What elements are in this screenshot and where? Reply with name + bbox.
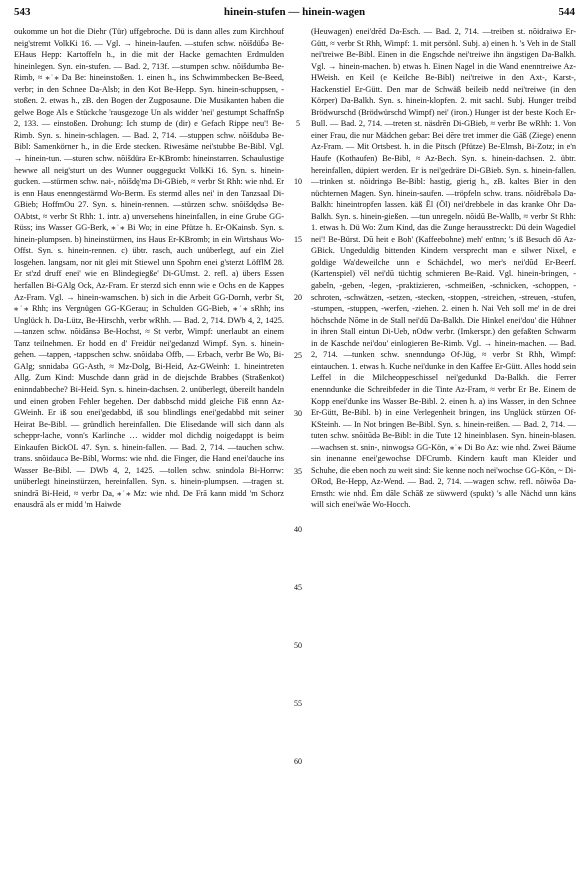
page-number-left: 543 (14, 6, 31, 18)
line-number-15: 15 (294, 235, 302, 244)
line-number-5: 5 (296, 119, 300, 128)
line-number-25: 25 (294, 351, 302, 360)
page-number-right: 544 (558, 6, 575, 18)
line-number-40: 40 (294, 525, 302, 534)
line-number-60: 60 (294, 757, 302, 766)
line-number-20: 20 (294, 293, 302, 302)
right-column (311, 26, 576, 871)
page-header (14, 6, 575, 22)
left-column (14, 26, 284, 871)
line-number-35: 35 (294, 467, 302, 476)
line-number-55: 55 (294, 699, 302, 708)
right-column-text: (Heuwagen) enei'drēd Da-Esch. — Bad. 2, 714. —treiben st. nõidraiwə Er-Gütt, ≈ verbr St Rhh, Wimpf: 1. mit persönl. Subj. a) einen h. 's Veh in de Stall nei'treiwe Be-Bibl. Einen in die Engschde nei'treiwe ihn ängstigen Da-Balkh. Vgl. → hinein-machen. b) etwas h. Einen Nagel in die Wand enenntreiwe Az-HWeish. en Keil (e Keilche Be-Bibl) nei'treiwe in den Axt-, Karst-, Hackenstiel Er-Gütt. Den mar de Schwäß beileib nedd nei'treiwe (in den Körper) Da-Balkh. Syn. s. hinein-klopfen. 2. mit sachl. Subj. Hunger treibd Brödwurschd (Brödwürschd Wimpf) nei' (iron.) Hunger ist der beste Koch Er-Bull. — Bad. 2, 714. —treten st. näsdrēn Di-GBieb, ≈ verbr Be wRhh: 1. Von einer Frau, die nur Mädchen gebar: Bei dēre tret immer die Gāß (Ziege) enenn Az-Fram. — Mit Ortsbest. h. in die Pitsch (Pfütze) Be-Elmsh, Bi-Zotz; in e'n Haufe (Kothaufen) Be-Bibl, ≈ Az-Bech. Syn. s. hinein-dachsen. 2. übtr. hereinfallen, düpiert werden. Er is nei'gedräre Di-GBieb. Syn. s. hinein-fallen. —trinken st. nõidringə Be-Bibl: hastig, gierig h., zB. kaltes Bier in den nüchternen Magen. Syn. hinein-saufen. —tröpfeln schw. trans. nõidrēbələ Da-Balkh: hineintropfen lassen. käß Ēl (Öl) nei'drebbele in das kranke Ohr Da-Balkh. Syn. s. hinein-gießen. —tun unregeln. nõidū Be-Wallb, ≈ verbr St Rhh: 1. etwas h. Dü Wo: Zum Kind, das die Zunge herausstreckt: Dü dein Wagediel nei'! Be-Bürst. Dū heit e Boh' (Kaffeebohne) meh' enīnn; 's iß Besuch dō Az-GBick. Ungeduldig bittenden Kindern versprecht man e silwer Nixel, e goldige Wa'deweilche unn e Schächdel, wo mer's nei'dūd Er-Beerf. (Kartenspiel) vēl nei'dū tüchtig schmieren Be-Raid. Vgl. hinein-bringen, -gabeln, -geben, -legen, -praktizieren, -schmeißen, -schnicken, -schoppen, -schroten, -schwätzen, -setzen, -stecken, -stoppen, -streichen, -streuen, -stufen, -stumpen, -stuppen, -werfen, -ziehen. 2. einen h. Nai Veh soll me' in de drei höchschde Nōme in de Stall nei'dū Da-Balkh. Die Hinkel enei'dou' die Hühner in ihren Stall eintun Di-Ueb, nOdw verbr. (Imkerspr.) den gefaßten Schwarm in de Kaschde nei'dou' einlogieren Be-Rimb. Vgl. → hinein-machen. — Bad. 2, 714. —tunken schw. snenndungə Of-Jüg, ≈ verbr St Rhh, Wimpf: eintauchen. 1. etwas h. Kuche nei'dunke in den Kaffee Er-Gütt. Alles hodd sein Leffel in die Milcheoppeschissel nei'gedunkd Da-Balkh. die Ferrer enenndunke die Schreibfeder in die Tinte Az-Fram, ≈ verbr Er Be. Einem de Kopp enei'dunke ins Wasser Be-Bibl. 2. einen h. a) ins Wasser, in den Schnee Er-Gütt, Be-Bibl. b) in eine Verlegenheit bringen, ins Unglück stürzen Of-KSteinh. — In Not bringen Be-Bibl. Syn. s. hinein-reißen. — Bad. 2, 714. —tuten schw. snõitūdə Be-Bibl: in die Tute 12 hineinblasen. Syn. hinein-blasen. —wachsen st. snin-, ninwogsə GG-Kön, ⁎˙⁎ Di Bo Az: wie nhd. Zwei Bäume sin inenanne enei'gewochse DFCrumb. Kindern kauft man Kleider und Schuhe, die eben noch zu weit sind: Sie kenne noch nei'wochse GG-Kön, ~ Di-ORod, Be-Hepp, Az-Wend. — Bad. 2, 714. —wagen schw. refl. nõiwōə Da-Ernsth: wie nhd. Ēm dāle Schāß ze süwwerd (spukt) 's alle Nächd unn käns will sich enei'wāe Wo-Hocch. (311, 27, 576, 510)
left-column-text: oukomme un hot die Diehr (Tür) uffgebroche. Dü is dann alles zum Kirchhouf neig'stremt VolkKi 16. — Vgl. → hinein-laufen. —stufen schw. nõišdüb̈ə Be-EHaus Hepp: Kartoffeln h., in die mit der Hacke gemachten Erdmulden hineinlegen. Syn. ein-stufen. — Bad. 2, 713f. —stumpen schw. nõišdumbə Be-Rimb, ≈ ⁎˙⁎ Da Be: hineinstoßen. 1. einen h., ins Schwimmbecken Be-Beed, verbr; in den Schnee Da-Alsb; in den Kot Be-Hepp. Syn. hinein-schuppsen, -stoßen. 2. etwas h., zB. den Bogen der Zugposaune. Die Musikanten haben die gelwe Boge Als e Stückche 'rausgezoge Un als widder 'nei' gestumpt SchaffnSp 2, 133. — einstoßen. Drohung: Ich stump de (dir) e Gefach Rippe neu'! Be-Rimb. Syn. s. hinein-schlagen. — Bad. 2, 714. —stuppen schw. nõišdubə Be-Bibl: Samenkörner h., in die Erde stecken. Riwesäme nei'stubbe Be-Bibl. Vgl. → hinein-tun. —sturen schw. nõišdürə Er-KBromb: hineinstarren. Schaulustige hewwe all neig'sturt un des Wunner ouggeguckt VolkKi 16. Syn. s. hinein-gucken. —stürmen schw. nəi-, nõišdę'mə Di-GBieb, ≈ verbr St Rhh: wie nhd. Er is enn Haus enenngestärmd Wo-Berm. Es stermd alles nei' in den Tanzsaal Di-GBieb; HoffmOu 27. Syn. s. hinein-rennen. —stürzen schw. snõišdędsə Be-OAbtst, ≈ verbr St Rhh: 1. intr. a) unversehens hineinfallen, in eine Grube GG-Rüss; ins Wasser GG-Berk, ⁎˙⁎ Bi Wo; in eine Pfütze h. Er-OKainsb. Syn. s. hinein-plumpsen. b) hineinstürmen, ins Haus Er-KBromb; in ein Wirtshaus Wo-Offst. Syn. s. hinein-rennen. c) übtr. rasch, auch unüberlegt, auf ein Ziel losgehen. langsam, nor nit glei mit Stiewel unn Spohrn enei g'sterzt LöfflM 28. Er st'zd druff enei' wie en Blindegiegße' Di-GUmst. 2. refl. a) übers Essen herfallen Bi-GAlg Ock, Az-Fram. Er sterzd sich ennn wie e Ochs en de Kappes Az-Fram. Vgl. → hinein-wamschen. b) sich in die Arbeit GG-Dornh, verbr St, ⁎˙⁎ Rhh; ins Vergnügen GG-KGerau; in Schulden GG-Bieb, ⁎˙⁎ sRhh; ins Unglück h. Da-Lütz, Be-Hirschh, verbr wRhh. — Bad. 2, 714. DWb 4, 2, 1425. —tanzen schw. nõidãnsə Be-Hochst, ≈ St verbr, Wimpf: unerlaubt an einem Tanz teilnehmen. Er hodd en d' Freidür nei'gedanzd Wimpf. Syn. s. hinein-gehen. —tappen, -tappschen schw. snõidabə Offb, — Erbach, verbr Be Wo, Bi-GAlg; snnidabə GG-Asth, ≈ Mz-Dolg, Bi-Heid, Az-GWeinh: 1. hineintreten Allg. Zum Kind: Muschde dann gräd in de diejschde Brabbes (Straßenkot) eninndabbeche? Bi-Heid. Syn. s. hinein-dachsen. 2. unüberlegt, übereilt handeln und einen groben Fehler begehen. Der dabbschd midd gleiche Fiß ennn Az-GWeinh. Er iß sou enei'gedabbd, iß sou blindlings enei'gedabbd mit seiner Heirat Be-Bibl. — gründlich hereinfallen. Die Elisedande will sich dann als scheppr-lache, vonn's Karlinche … widder mol dichdig noigedappt is beim Einkaufen BickOL 47. Syn. s. hinein-fallen. — Bad. 2, 714. —tauchen schw. trans. snõidaucə Be-Bibl, Worms: wie nhd. die Finger, die Hand enei'dauche ins Wasser Be-Bibl. — DWb 4, 2, 1425. —tollen schw. snindolə Bi-Horrw: unüberlegt hineinstürzen, hereinfallen. Syn. s. hinein-plumpsen. —tragen st. snindrā Bi-Heid, ≈ verbr Da, ⁎˙⁎ Mz: wie nhd. De Frā kann midd 'm Schorz enausdrā als er midd 'm Haiwde (14, 27, 284, 510)
line-number-10: 10 (294, 177, 302, 186)
running-title: hinein-stufen — hinein-wagen (223, 6, 366, 18)
line-number-30: 30 (294, 409, 302, 418)
line-number-50: 50 (294, 641, 302, 650)
line-number-45: 45 (294, 583, 302, 592)
